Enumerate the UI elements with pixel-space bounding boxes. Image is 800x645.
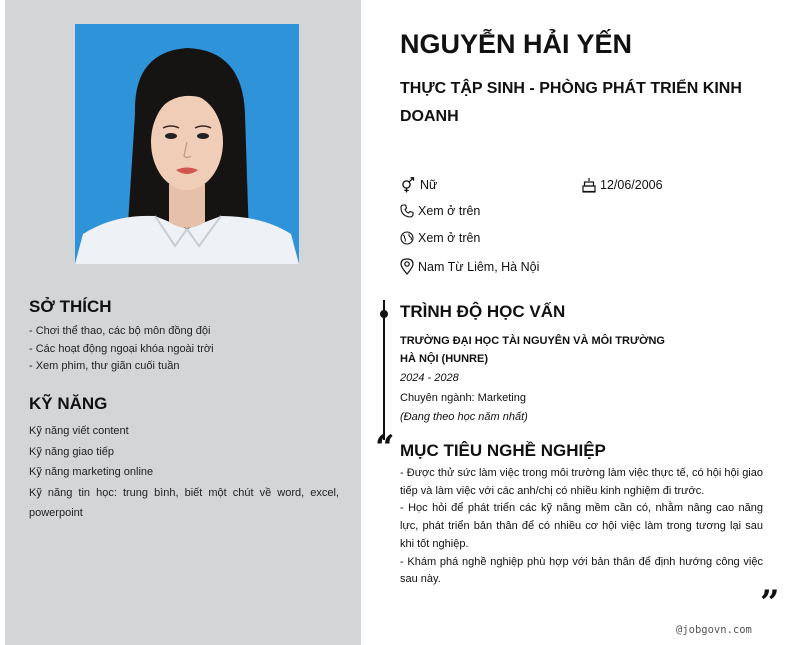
list-item: - Chơi thể thao, các bộ môn đồng đội <box>29 325 211 337</box>
career-objectives <box>400 465 763 589</box>
study-period-text: 2024 - 2028 <box>400 372 459 384</box>
phone-icon <box>400 204 414 218</box>
list-item: - Khám phá nghề nghiệp phù hợp với bản thân để định hướng công việc sau này. <box>400 555 763 586</box>
quote-open-icon: “ <box>375 428 395 468</box>
timeline-line <box>383 300 385 440</box>
list-item: - Được thử sức làm việc trong môi trường làm việc thực tế, có hội hội giao tiếp và làm việc với các anh/chị có nhiều kinh nghiệm đi trước. <box>400 467 763 497</box>
list-item: Kỹ năng tin học: trung bình, biết một chút về word, excel, powerpoint <box>29 486 339 519</box>
address-value: Nam Từ Liêm, Hà Nội <box>418 259 540 274</box>
list-item: - Học hỏi để phát triển các kỹ năng mềm cần có, nhằm nâng cao năng lực, phát triển bản thân để có nhiều cơ hội việc làm trong tương lại sau khi tốt nghiệp. <box>400 502 763 550</box>
gender-info <box>400 177 437 193</box>
study-status-text: (Đang theo học năm nhất) <box>400 411 528 423</box>
major: Chuyên ngành: Marketing <box>400 391 526 404</box>
location-pin-icon <box>400 258 414 275</box>
school-name-line2: HÀ NỘI (HUNRE) <box>400 353 488 365</box>
timeline-dot <box>380 310 388 318</box>
quote-close-icon: ” <box>760 583 780 623</box>
cake-icon <box>582 177 596 193</box>
school-name-line1: TRƯỜNG ĐẠI HỌC TÀI NGUYÊN VÀ MÔI TRƯỜNG <box>400 335 665 347</box>
list-item: Kỹ năng viết content <box>29 425 129 437</box>
candidate-name: NGUYỄN HẢI YẾN <box>400 29 633 59</box>
list-item: - Xem phim, thư giãn cuối tuần <box>29 360 180 372</box>
gender-icon <box>400 177 416 193</box>
study-status <box>400 408 700 428</box>
school-name <box>400 332 700 368</box>
profile-photo <box>75 24 299 264</box>
email-info <box>400 231 480 245</box>
skills-list <box>29 421 339 524</box>
globe-icon <box>400 231 414 245</box>
email-value: Xem ở trên <box>418 231 481 245</box>
birthdate-value: 12/06/2006 <box>600 178 663 192</box>
education-heading: TRÌNH ĐỘ HỌC VẤN <box>400 302 566 321</box>
gender-value: Nữ <box>420 178 438 192</box>
list-item: Kỹ năng giao tiếp <box>29 445 115 458</box>
skills-heading: KỸ NĂNG <box>29 394 108 413</box>
job-title: THỰC TẬP SINH - PHÒNG PHÁT TRIỂN KINH DOANH <box>400 80 742 125</box>
education-block <box>400 332 700 428</box>
birthdate-info <box>582 177 663 193</box>
hobbies-heading: SỞ THÍCH <box>29 297 112 316</box>
hobbies-list <box>29 323 339 376</box>
career-heading: MỤC TIÊU NGHỀ NGHIỆP <box>400 441 606 460</box>
phone-info <box>400 204 480 218</box>
study-period <box>400 369 700 389</box>
sidebar <box>5 0 361 645</box>
list-item: - Các hoạt động ngoại khóa ngoài trời <box>29 342 214 355</box>
address-info <box>400 258 539 275</box>
phone-value: Xem ở trên <box>418 204 481 218</box>
list-item: Kỹ năng marketing online <box>29 466 154 478</box>
watermark: @jobgovn.com <box>676 624 752 636</box>
